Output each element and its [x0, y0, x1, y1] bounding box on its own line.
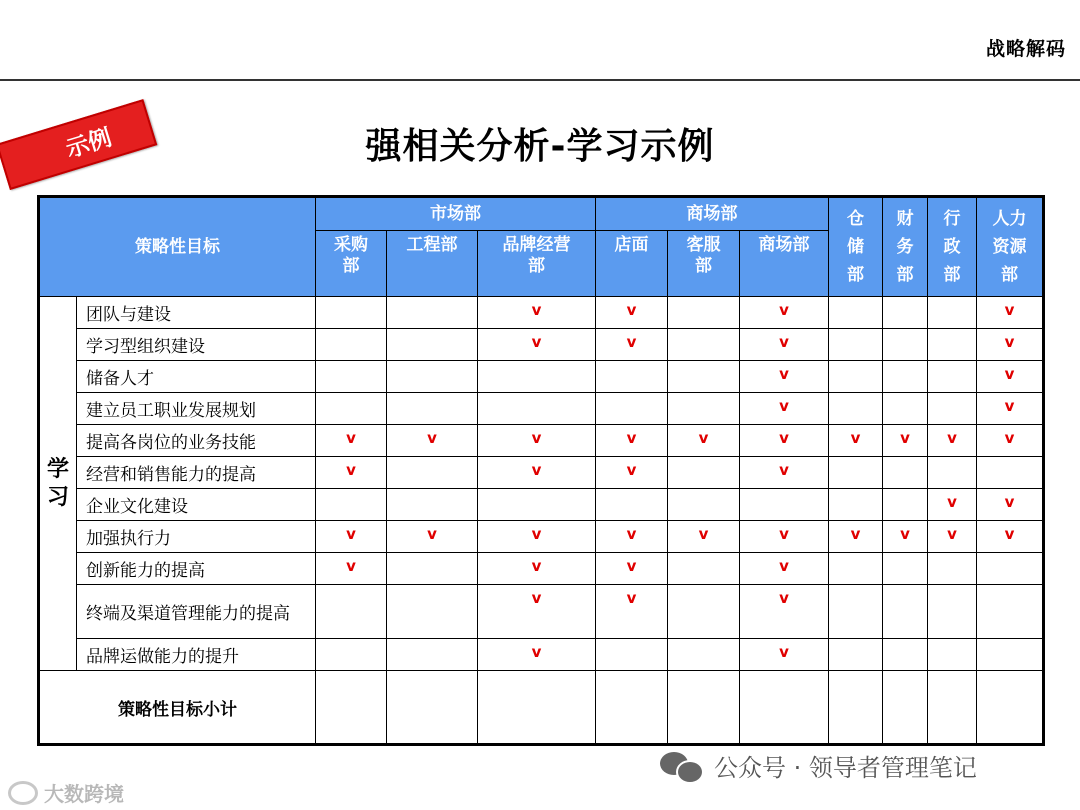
check-mark-cell: v: [977, 521, 1044, 553]
corner-logo: [8, 778, 124, 807]
table-row: [39, 457, 1044, 489]
subtotal-cell: [829, 671, 883, 745]
check-mark-cell: [596, 393, 668, 425]
goal-label: 企业文化建设: [77, 489, 316, 521]
check-mark-cell: [883, 639, 928, 671]
check-mark-cell: [883, 457, 928, 489]
check-mark-cell: [928, 297, 977, 329]
check-mark-cell: v: [478, 585, 596, 639]
check-mark-cell: [928, 361, 977, 393]
check-mark-cell: [977, 553, 1044, 585]
col-header-admin-text: 行政部: [943, 209, 961, 285]
check-mark-cell: v: [668, 521, 740, 553]
row-group-label: [39, 297, 77, 671]
check-mark-cell: [668, 393, 740, 425]
check-mark-cell: [668, 553, 740, 585]
check-mark-cell: [668, 297, 740, 329]
check-mark-cell: [829, 489, 883, 521]
check-mark-cell: [883, 361, 928, 393]
check-mark-cell: v: [316, 521, 387, 553]
check-mark-cell: [883, 585, 928, 639]
col-header-purchase: [316, 231, 387, 297]
check-mark-cell: v: [668, 425, 740, 457]
goal-label: 团队与建设: [77, 297, 316, 329]
col-header-mall: 商场部: [740, 231, 829, 297]
table-row: [39, 585, 1044, 639]
check-mark-cell: [668, 489, 740, 521]
wechat-icon: [660, 750, 704, 782]
check-mark-cell: v: [977, 425, 1044, 457]
check-mark-cell: [668, 361, 740, 393]
check-mark-cell: v: [596, 425, 668, 457]
col-header-finance: [883, 197, 928, 297]
check-mark-cell: [883, 393, 928, 425]
check-mark-cell: [829, 297, 883, 329]
check-mark-cell: v: [829, 521, 883, 553]
col-header-hr: [977, 197, 1044, 297]
goal-label: 提高各岗位的业务技能: [77, 425, 316, 457]
col-header-purchase-text: 采购部: [334, 235, 368, 276]
check-mark-cell: [928, 393, 977, 425]
check-mark-cell: v: [478, 297, 596, 329]
check-mark-cell: v: [977, 329, 1044, 361]
goal-label: 经营和销售能力的提高: [77, 457, 316, 489]
subtotal-cell: [668, 671, 740, 745]
col-header-brand-ops: [478, 231, 596, 297]
check-mark-cell: [829, 585, 883, 639]
check-mark-cell: [883, 329, 928, 361]
subtotal-cell: [596, 671, 668, 745]
check-mark-cell: v: [740, 393, 829, 425]
header-divider: [0, 79, 1080, 81]
check-mark-cell: [387, 457, 478, 489]
check-mark-cell: [596, 639, 668, 671]
check-mark-cell: [740, 489, 829, 521]
subtotal-cell: [478, 671, 596, 745]
check-mark-cell: [387, 329, 478, 361]
check-mark-cell: v: [740, 457, 829, 489]
check-mark-cell: [316, 329, 387, 361]
example-stamp-text: 示例: [63, 124, 115, 163]
check-mark-cell: v: [316, 425, 387, 457]
col-header-store: 店面: [596, 231, 668, 297]
col-header-finance-text: 财务部: [896, 209, 914, 285]
check-mark-cell: [387, 553, 478, 585]
check-mark-cell: [316, 489, 387, 521]
check-mark-cell: [316, 361, 387, 393]
col-header-service: [668, 231, 740, 297]
page-title: 强相关分析-学习示例: [365, 126, 715, 167]
col-header-warehouse-text: 仓储部: [847, 209, 865, 285]
check-mark-cell: [928, 585, 977, 639]
check-mark-cell: v: [829, 425, 883, 457]
check-mark-cell: v: [740, 585, 829, 639]
check-mark-cell: [316, 639, 387, 671]
goal-label: 终端及渠道管理能力的提高: [77, 585, 316, 639]
check-mark-cell: v: [596, 297, 668, 329]
col-header-warehouse: [829, 197, 883, 297]
check-mark-cell: v: [740, 553, 829, 585]
goal-label: 创新能力的提高: [77, 553, 316, 585]
check-mark-cell: v: [928, 425, 977, 457]
check-mark-cell: v: [977, 297, 1044, 329]
check-mark-cell: v: [740, 639, 829, 671]
table-row: [39, 297, 1044, 329]
check-mark-cell: [478, 361, 596, 393]
check-mark-cell: v: [883, 425, 928, 457]
corner-logo-text: 大数跨境: [44, 782, 124, 806]
subtotal-cell: [928, 671, 977, 745]
subtotal-cell: [387, 671, 478, 745]
check-mark-cell: v: [387, 521, 478, 553]
check-mark-cell: [829, 553, 883, 585]
check-mark-cell: [977, 639, 1044, 671]
check-mark-cell: v: [596, 521, 668, 553]
check-mark-cell: [977, 457, 1044, 489]
check-mark-cell: v: [478, 457, 596, 489]
check-mark-cell: [883, 297, 928, 329]
check-mark-cell: [668, 639, 740, 671]
check-mark-cell: v: [596, 457, 668, 489]
col-header-hr-text: 人力资源部: [992, 209, 1027, 285]
check-mark-cell: [829, 329, 883, 361]
check-mark-cell: [387, 297, 478, 329]
check-mark-cell: [596, 489, 668, 521]
check-mark-cell: v: [977, 489, 1044, 521]
check-mark-cell: [316, 585, 387, 639]
check-mark-cell: v: [316, 553, 387, 585]
check-mark-cell: [928, 457, 977, 489]
table-row: [39, 361, 1044, 393]
goal-label: 储备人才: [77, 361, 316, 393]
col-header-admin: [928, 197, 977, 297]
corner-header: 策略性目标: [39, 197, 316, 297]
col-header-engineering: 工程部: [387, 231, 478, 297]
correlation-table: [37, 195, 1045, 746]
check-mark-cell: [316, 393, 387, 425]
table-row: [39, 639, 1044, 671]
check-mark-cell: [883, 553, 928, 585]
check-mark-cell: v: [316, 457, 387, 489]
row-group-label-text: 学习: [46, 456, 69, 510]
table-row: [39, 393, 1044, 425]
check-mark-cell: [387, 489, 478, 521]
check-mark-cell: [478, 393, 596, 425]
logo-ring-icon: [8, 781, 38, 805]
subtotal-cell: [883, 671, 928, 745]
table-row: [39, 553, 1044, 585]
brand-label: 战略解码: [985, 38, 1066, 60]
check-mark-cell: [928, 329, 977, 361]
check-mark-cell: [387, 361, 478, 393]
check-mark-cell: [829, 457, 883, 489]
table-body: [39, 297, 1044, 671]
subtotal-cell: [316, 671, 387, 745]
check-mark-cell: [668, 585, 740, 639]
subtotal-cell: [977, 671, 1044, 745]
col-header-service-text: 客服部: [686, 235, 721, 276]
check-mark-cell: [668, 457, 740, 489]
check-mark-cell: v: [387, 425, 478, 457]
check-mark-cell: [668, 329, 740, 361]
check-mark-cell: [387, 393, 478, 425]
check-mark-cell: v: [977, 361, 1044, 393]
subtotal-label: 策略性目标小计: [39, 671, 316, 745]
check-mark-cell: [387, 585, 478, 639]
check-mark-cell: v: [883, 521, 928, 553]
check-mark-cell: v: [596, 585, 668, 639]
col-header-brand-ops-text: 品牌经营部: [502, 235, 571, 276]
check-mark-cell: v: [740, 329, 829, 361]
check-mark-cell: v: [478, 553, 596, 585]
check-mark-cell: [928, 639, 977, 671]
subtotal-cell: [740, 671, 829, 745]
check-mark-cell: v: [596, 553, 668, 585]
goal-label: 建立员工职业发展规划: [77, 393, 316, 425]
check-mark-cell: [829, 361, 883, 393]
group-header-mall: 商场部: [596, 197, 829, 231]
check-mark-cell: [316, 297, 387, 329]
table-row: [39, 521, 1044, 553]
goal-label: 品牌运做能力的提升: [77, 639, 316, 671]
check-mark-cell: [387, 639, 478, 671]
wechat-watermark: [660, 748, 977, 783]
check-mark-cell: v: [977, 393, 1044, 425]
check-mark-cell: v: [478, 639, 596, 671]
check-mark-cell: [977, 585, 1044, 639]
check-mark-cell: [478, 489, 596, 521]
check-mark-cell: v: [478, 329, 596, 361]
check-mark-cell: v: [478, 521, 596, 553]
group-header-market: 市场部: [316, 197, 596, 231]
check-mark-cell: v: [740, 425, 829, 457]
check-mark-cell: v: [928, 521, 977, 553]
check-mark-cell: [829, 639, 883, 671]
check-mark-cell: v: [740, 297, 829, 329]
check-mark-cell: v: [478, 425, 596, 457]
table-row: [39, 489, 1044, 521]
check-mark-cell: [829, 393, 883, 425]
wechat-watermark-text: 公众号 · 领导者管理笔记: [714, 754, 977, 782]
goal-label: 学习型组织建设: [77, 329, 316, 361]
check-mark-cell: v: [740, 361, 829, 393]
check-mark-cell: [883, 489, 928, 521]
check-mark-cell: [596, 361, 668, 393]
goal-label: 加强执行力: [77, 521, 316, 553]
table-row: [39, 329, 1044, 361]
table-row: [39, 425, 1044, 457]
check-mark-cell: v: [740, 521, 829, 553]
check-mark-cell: [928, 553, 977, 585]
check-mark-cell: v: [596, 329, 668, 361]
check-mark-cell: v: [928, 489, 977, 521]
